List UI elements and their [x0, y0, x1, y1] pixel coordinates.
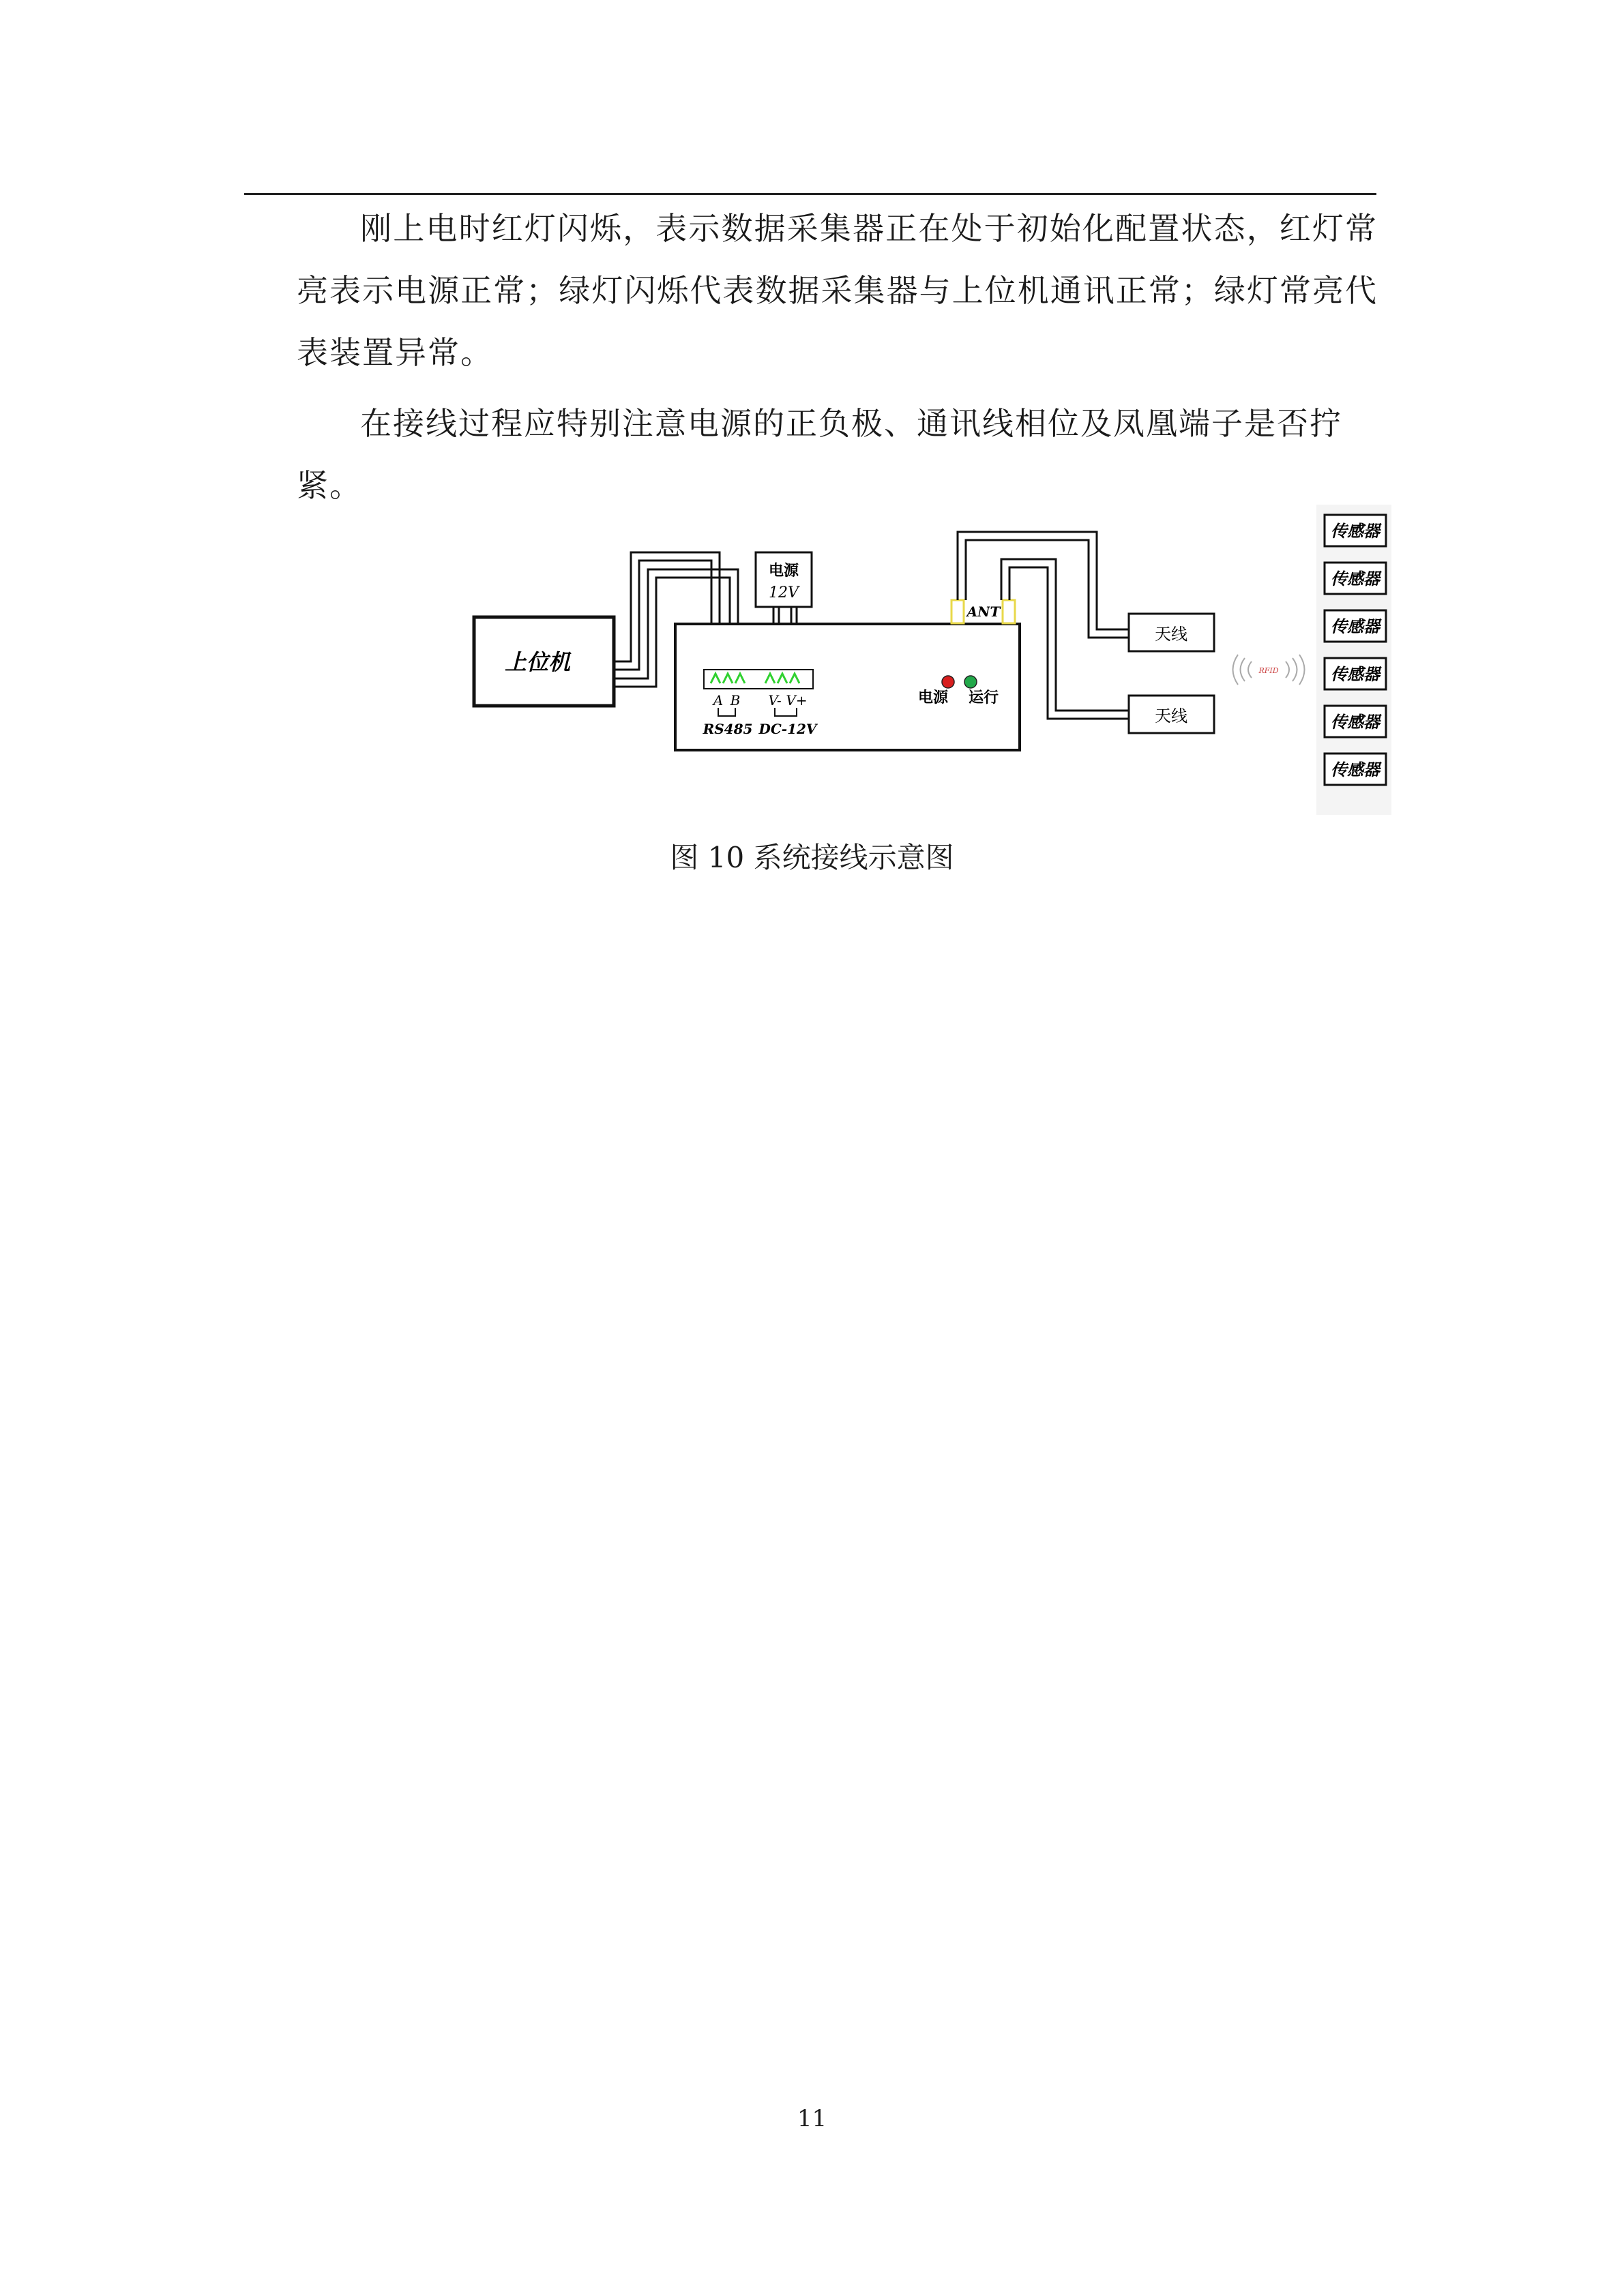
power-supply-voltage: 12V — [769, 584, 799, 601]
sensor-label: 传感器 — [1331, 760, 1380, 779]
sensor-label: 传感器 — [1331, 712, 1380, 732]
power-led-label: 电源 — [917, 689, 949, 706]
rs485-label: RS485 — [703, 721, 753, 737]
wiring-diagram — [450, 491, 1391, 818]
antenna-label-1: 天线 — [1155, 625, 1187, 644]
terminal-vplus-label: V+ — [786, 692, 808, 709]
sensor-label: 传感器 — [1331, 569, 1380, 588]
host-label: 上位机 — [504, 649, 571, 675]
paragraph-wiring-note: 在接线过程应特别注意电源的正负极、通讯线相位及凤凰端子是否拧紧。 — [297, 405, 1342, 504]
terminal-a-label: A — [713, 692, 724, 709]
page-number: 11 — [797, 2105, 827, 2132]
antenna-cable-2-inner — [1009, 567, 1129, 719]
sensor-label: 传感器 — [1331, 664, 1380, 684]
ant-connector-left — [951, 600, 964, 623]
ant-connector-right — [1003, 600, 1015, 623]
run-led-label: 运行 — [968, 689, 999, 706]
paragraph-led-status: 刚上电时红灯闪烁，表示数据采集器正在处于初始化配置状态，红灯常亮表示电源正常；绿灯闪烁代表数据采集器与上位机通讯正常；绿灯常亮代表装置异常。 — [297, 210, 1378, 371]
header-rule — [244, 193, 1376, 195]
dc-label: DC-12V — [758, 721, 817, 737]
antenna-label-2: 天线 — [1155, 706, 1187, 726]
rfid-label: RFID — [1258, 666, 1279, 675]
sensor-label: 传感器 — [1331, 616, 1380, 636]
terminal-vminus-label: V- — [768, 692, 782, 709]
run-led — [964, 676, 977, 688]
terminal-b-label: B — [730, 692, 741, 709]
figure-caption: 图 10 系统接线示意图 — [670, 841, 954, 874]
power-led — [942, 676, 954, 688]
ant-label: ANT — [966, 603, 1001, 620]
sensor-label: 传感器 — [1331, 521, 1380, 541]
power-supply-label: 电源 — [768, 562, 799, 580]
